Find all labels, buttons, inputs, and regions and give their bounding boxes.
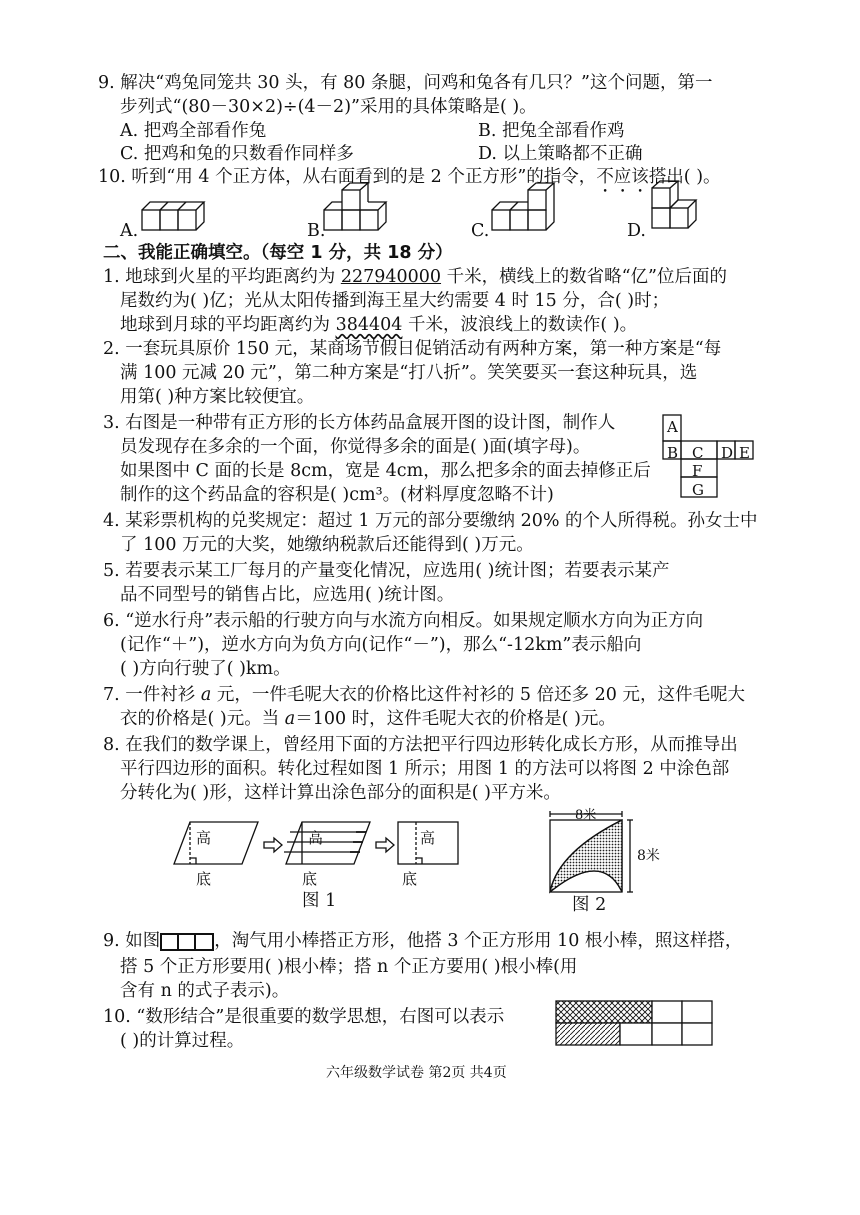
fig2-top-dimension: 8米: [575, 808, 597, 823]
f7-line2: [120, 708, 616, 730]
q10-post: 搭出( )。: [648, 167, 721, 187]
net-label-f: F: [692, 462, 703, 480]
net-label-e: E: [739, 444, 750, 462]
f1-line1-a: 1. 地球到火星的平均距离约为: [103, 267, 341, 287]
fig1-base-label-3: 底: [402, 870, 418, 888]
f3-line2: 员发现存在多余的一个面，你觉得多余的面是( )面(填字母)。: [120, 437, 591, 457]
f9-line1-b: ，淘气用小棒搭正方形，他搭 3 个正方形用 10 根小棒，照这样搭，: [214, 931, 743, 951]
f8-line2: 平行四边形的面积。转化过程如图 1 所示；用图 1 的方法可以将图 2 中涂色部: [120, 759, 730, 779]
f3-line1: 3. 右图是一种带有正方形的长方体药品盒展开图的设计图，制作人: [103, 413, 616, 433]
q9-line2: 步列式“(80－30×2)÷(4－2)”采用的具体策略是( )。: [120, 97, 537, 117]
fig1-base-label-2: 底: [302, 870, 318, 888]
figure-2-caption: 图 2: [572, 895, 607, 915]
net-label-d: D: [721, 444, 734, 462]
f2-line3: 用第( )种方案比较便宜。: [120, 387, 315, 407]
f6-line1: 6. “逆水行舟”表示船的行驶方向与水流方向相反。如果规定顺水方向为正方向: [103, 611, 704, 631]
q10-line: [98, 166, 721, 197]
stick-squares-icon: [160, 932, 214, 952]
net-label-a: A: [667, 418, 678, 436]
fig1-height-label-3: 高: [420, 829, 436, 847]
fig1-height-label-1: 高: [196, 829, 212, 847]
f3-line3: 如果图中 C 面的长是 8cm，宽是 4cm，那么把多余的面去掉修正后: [120, 461, 651, 481]
f4-line1: 4. 某彩票机构的兑奖规定：超过 1 万元的部分要缴纳 20% 的个人所得税。孙女士中: [103, 511, 758, 531]
net-label-c: C: [692, 444, 704, 462]
f1-line1: [103, 266, 727, 288]
var-a-2: a: [284, 709, 296, 729]
q10-label-b: B.: [307, 221, 326, 241]
f1-line1-b: 千米，横线上的数省略“亿”位后面的: [441, 267, 728, 287]
figure-1-caption: 图 1: [302, 891, 337, 911]
f1-line3: [120, 314, 637, 336]
f9-line1: [103, 930, 742, 952]
f8-line1: 8. 在我们的数学课上，曾经用下面的方法把平行四边形转化成长方形，从而推导出: [103, 735, 738, 755]
f3-line4: 制作的这个药品盒的容积是( )cm³。(材料厚度忽略不计): [120, 485, 554, 505]
cube-figure-c: [490, 186, 570, 240]
q10-pre: 10. 听到“用 4 个正方体，从右面看到的是 2 个正方形”的指令，: [98, 167, 597, 187]
var-a: a: [200, 685, 212, 705]
f2-line1: 2. 一套玩具原价 150 元，某商场节假日促销活动有两种方案，第一种方案是“每: [103, 339, 722, 359]
f6-line3: ( )方向行驶了( )km。: [120, 659, 291, 679]
f7-line1-a: 7. 一件衬衫: [103, 685, 201, 705]
q10-label-d: D.: [627, 221, 646, 241]
net-label-g: G: [692, 481, 704, 499]
f5-line1: 5. 若要表示某工厂每月的产量变化情况，应选用( )统计图；若要表示某产: [103, 561, 670, 581]
fraction-area-diagram: [555, 1000, 715, 1050]
f7-line1: [103, 684, 745, 706]
q9-option-c: C. 把鸡和兔的只数看作同样多: [120, 144, 354, 164]
mars-distance: 227940000: [340, 267, 442, 287]
q10-label-a: A.: [120, 221, 139, 241]
f10-line2: ( )的计算过程。: [120, 1031, 245, 1051]
f1-line3-a: 地球到月球的平均距离约为: [120, 315, 336, 335]
cube-figure-b: [322, 186, 402, 240]
q9-option-a: A. 把鸡全部看作兔: [120, 121, 267, 141]
page-footer: 六年级数学试卷 第2页 共4页: [326, 1065, 507, 1081]
f5-line2: 品不同型号的销售占比，应选用( )统计图。: [120, 585, 455, 605]
f1-line2: 尾数约为( )亿；光从太阳传播到海王星大约需要 4 时 15 分，合( )时；: [120, 291, 670, 311]
fig1-base-label-1: 底: [196, 870, 212, 888]
cube-figure-a: [140, 196, 220, 240]
f10-line1: 10. “数形结合”是很重要的数学思想，右图可以表示: [103, 1007, 505, 1027]
section-2-title: 二、我能正确填空。（每空 1 分，共 18 分）: [103, 243, 453, 263]
f7-line2-b: ＝100 时，这件毛呢大衣的价格是( )元。: [295, 709, 616, 729]
q10-label-c: C.: [471, 221, 490, 241]
q9-line1: 9. 解决“鸡兔同笼共 30 头，有 80 条腿，问鸡和兔各有几只？”这个问题，第一: [98, 73, 713, 93]
moon-distance: 384404: [335, 315, 403, 335]
net-label-b: B: [667, 444, 679, 462]
q9-option-b: B. 把兔全部看作鸡: [478, 121, 625, 141]
f4-line2: 了 100 万元的大奖，她缴纳税款后还能得到( )万元。: [120, 535, 534, 555]
fig2-right-dimension: 8米: [637, 848, 660, 864]
f7-line2-a: 衣的价格是( )元。当: [120, 709, 285, 729]
q10-emphasis: 不应该: [596, 167, 649, 187]
f2-line2: 满 100 元减 20 元”，第二种方案是“打八折”。笑笑要买一套这种玩具，选: [120, 363, 698, 383]
f9-line2: 搭 5 个正方形要用( )根小棒；搭 n 个正方要用( )根小棒(用: [120, 957, 578, 977]
fig1-height-label-2: 高: [308, 829, 324, 847]
f1-line3-b: 千米，波浪线上的数读作( )。: [402, 315, 638, 335]
cube-figure-d: [650, 180, 710, 240]
f7-line1-b: 元，一件毛呢大衣的价格比这件衬衫的 5 倍还多 20 元，这件毛呢大: [211, 685, 745, 705]
f9-line3: 含有 n 的式子表示)。: [120, 981, 290, 1001]
q9-option-d: D. 以上策略都不正确: [478, 144, 643, 164]
f9-line1-a: 9. 如图: [103, 931, 161, 951]
f6-line2: (记作“＋”)，逆水方向为负方向(记作“－”)，那么“-12km”表示船向: [120, 635, 642, 655]
f8-line3: 分转化为( )形，这样计算出涂色部分的面积是( )平方米。: [120, 783, 561, 803]
